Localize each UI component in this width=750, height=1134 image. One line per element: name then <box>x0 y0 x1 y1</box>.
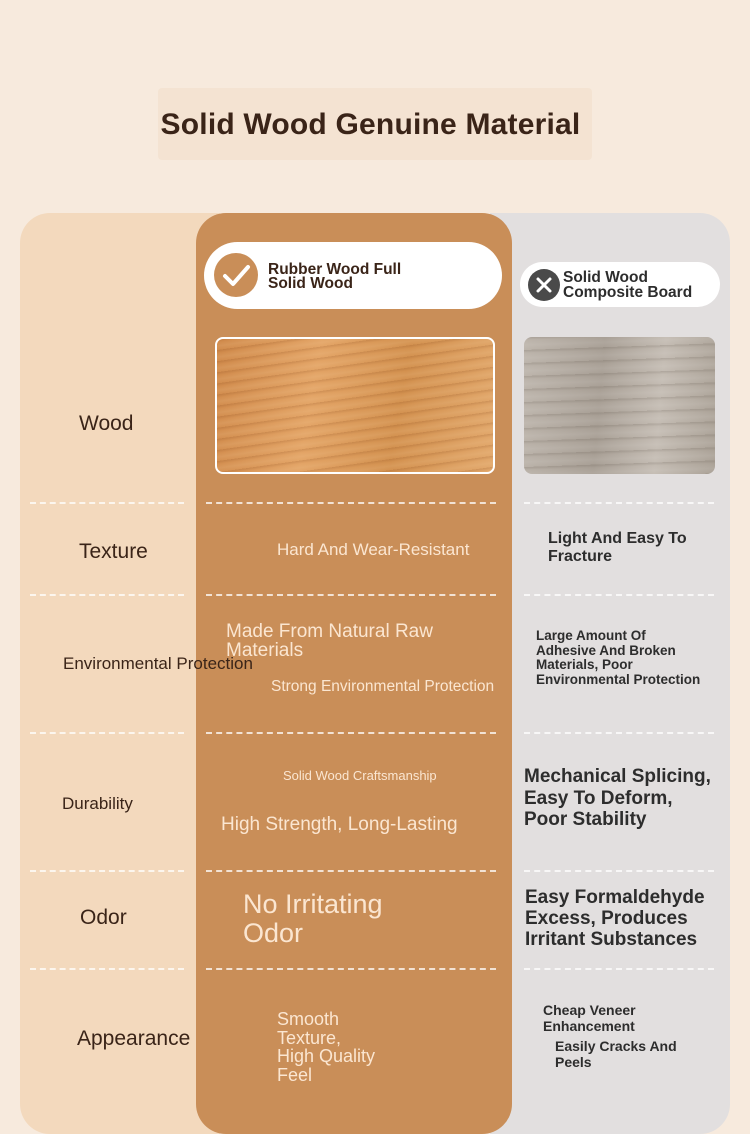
row-divider <box>524 732 714 734</box>
row-divider <box>206 502 496 504</box>
cross-icon <box>528 269 560 301</box>
appearance-composite-subtext: Easily Cracks And Peels <box>555 1038 677 1070</box>
solid-wood-header-label: Rubber Wood Full Solid Wood <box>268 261 402 292</box>
row-label-environmental-protection: Environmental Protection <box>63 654 253 673</box>
page-title: Solid Wood Genuine Material <box>160 108 581 141</box>
environmental-solid-wood-subtext: Strong Environmental Protection <box>271 678 495 695</box>
row-divider <box>30 732 184 734</box>
row-divider <box>524 502 714 504</box>
rubber-wood-sample-image <box>215 337 495 474</box>
row-divider <box>206 870 496 872</box>
row-divider <box>206 968 496 970</box>
row-divider <box>206 732 496 734</box>
durability-solid-wood-heading: High Strength, Long-Lasting <box>221 814 458 835</box>
row-divider <box>30 502 184 504</box>
check-icon <box>214 253 258 297</box>
durability-solid-wood-subtext: Solid Wood Craftsmanship <box>283 768 437 783</box>
appearance-solid-wood-text: Smooth Texture, High Quality Feel <box>277 1009 376 1085</box>
odor-solid-wood-text: No Irritating Odor <box>243 889 383 948</box>
environmental-solid-wood-heading: Made From Natural Raw Materials <box>226 621 433 661</box>
row-divider <box>30 968 184 970</box>
row-divider <box>524 870 714 872</box>
row-label-wood: Wood <box>79 412 134 435</box>
row-label-odor: Odor <box>80 906 127 929</box>
composite-board-sample-image <box>524 337 715 474</box>
row-label-appearance: Appearance <box>77 1027 191 1050</box>
row-divider <box>524 968 714 970</box>
durability-composite-text: Mechanical Splicing, Easy To Deform, Poor Stability <box>524 766 711 830</box>
texture-solid-wood-text: Hard And Wear-Resistant <box>277 540 470 559</box>
row-label-texture: Texture <box>79 540 148 563</box>
row-divider <box>30 870 184 872</box>
environmental-composite-text: Large Amount Of Adhesive And Broken Materials, Poor Environmental Protection <box>536 628 701 687</box>
composite-board-header-label: Solid Wood Composite Board <box>563 269 693 301</box>
row-divider <box>524 594 714 596</box>
texture-composite-text: Light And Easy To Fracture <box>548 530 687 565</box>
appearance-composite-text: Cheap Veneer Enhancement <box>543 1002 636 1034</box>
row-divider <box>30 594 184 596</box>
row-divider <box>206 594 496 596</box>
odor-composite-text: Easy Formaldehyde Excess, Produces Irritant Substances <box>525 887 705 950</box>
row-label-durability: Durability <box>62 794 133 813</box>
